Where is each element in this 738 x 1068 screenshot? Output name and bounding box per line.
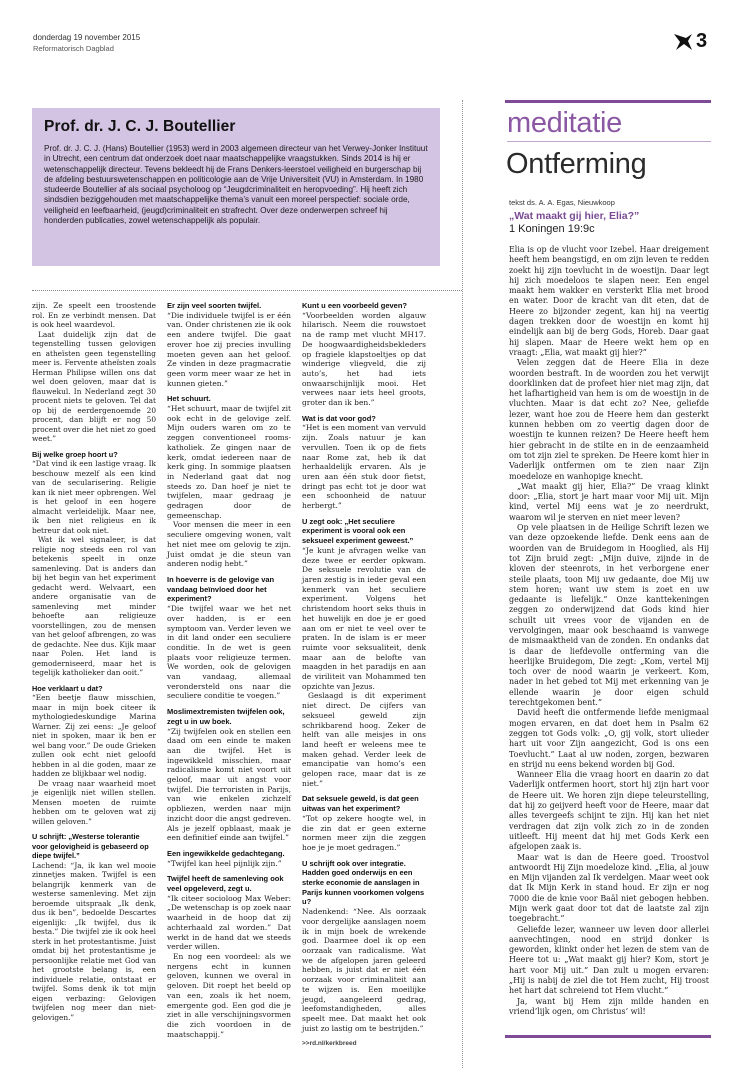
meditation-title: Ontferming [506, 148, 647, 180]
article-column-1 [32, 301, 156, 1022]
article-paragraph: Voor mensen die meer in een seculiere omgeving wonen, valt het niet mee om gelovig te zijn. Juist omdat je die steun van anderen nodig hebt.” [167, 520, 291, 569]
article-paragraph: Laat duidelijk zijn dat de tegenstelling tussen gelovigen en atheïsten geen tegenstelling meer is. Fervente atheïsten zoals Herman Philipse willen ons dat wel doen geloven, maar dat is flauwekul. In Nederland zegt 30 procent niets te geloven. Tel dat op bij de eerdergenoemde 20 procent, dan blijft er nog 50 procent over die het niet zo goed weet.” [32, 329, 156, 443]
meditation-reference: 1 Koningen 19:9c [509, 223, 595, 235]
header-paper-name: Reformatorisch Dagblad [33, 44, 114, 53]
question-heading: Wat is dat voor god? [302, 413, 376, 423]
article-paragraph: De vraag naar waarheid moet je eigenlijk niet willen stellen. Mensen moeten de ruimte hebben om te geloven wat zij willen geloven.” [32, 778, 156, 826]
article-paragraph: “Dat vind ik een lastige vraag. Ik beschouw mezelf als een kind van de secularisering. Religie kan ik niet meer opbrengen. Wel is het geloof in een hogere almacht verleidelijk. Maar nee, ik ben niet religieus en ik betreur dat ook niet. [32, 459, 156, 535]
article-column-3 [302, 301, 426, 1049]
article-paragraph: zijn. Ze speelt een troostende rol. En ze verbindt mensen. Dat is ook heel waardevol. [32, 301, 156, 329]
question-heading: Hoe verklaart u dat? [32, 683, 103, 693]
article-paragraph: Lachend: “Ja, ik kan wel mooie zinnetjes maken. Twijfel is een belangrijk kenmerk van de westerse samenleving. Met zijn beroemde uitspraak „Ik denk, dus ik ben”, bedoelde Descartes eigenlijk: „Ik twijfel, dus ik besta.” Die twijfel zie ik ook heel sterk in het protestantisme. Juist omdat bij het protestantisme je persoonlijke relatie met God van het grootste belang is, een individuele relatie, ontstaat er twijfel. Soms denk ik tot mijn eigen verbazing: Gelovigen twijfelen nog meer dan niet-gelovigen.” [32, 860, 156, 1022]
article-paragraph: “Ik citeer socioloog Max Weber: „De wetenschap is op zoek naar waarheid in de hoop dat zij achterhaald zal worden.” Dat werkt in de hand dat we steeds verder willen. [167, 893, 291, 952]
meditation-bottom-rule [505, 1035, 711, 1038]
article-paragraph: “Het schuurt, maar de twijfel zit ook echt in de gelovige zelf. Mijn ouders waren om zo te zeggen conventioneel rooms-katholiek. Ze gingen naar de kerk, omdat iedereen naar de kerk ging. In sommige plaatsen in Nederland gaat dat nog steeds zo. Dan hoef je niet te twijfelen, maar gedraag je gedragen door de gemeenschap. [167, 404, 291, 520]
meditation-paragraph: Elia is op de vlucht voor Izebel. Haar dreigement heeft hem beangstigd, en om zijn leven te redden zoekt hij zijn toevlucht in de woestijn. Daar legt hij zich moedeloos te slapen neer. Een engel maakt hem wakker en versterkt Elia met brood en water. Door de kracht van dit eten, dat de Heere zo bijzonder zegent, kan hij na veertig dagen trekken door de woestijn en komt hij eindelijk aan bij de berg Gods, Horeb. Daar gaat hij slapen. Maar de Heere wekt hem op en vraagt: „Elia, wat maakt gij hier?” [509, 245, 709, 357]
question-heading: In hoeverre is de gelovige van vandaag beïnvloed door het experiment? [167, 574, 275, 604]
article-paragraph: “Zij twijfelen ook en stellen een daad om een einde te maken aan die twijfel. Het is ingewikkeld misschien, maar radicalisme komt niet voort uit geloof, maar uit angst voor twijfel. Die terroristen in Parijs, van wie enkelen zichzelf opbliezen, werden naar mijn inzicht door die angst gedreven. Als je jezelf opblaast, maak je een definitief einde aan twijfel.” [167, 726, 291, 843]
meditation-paragraph: Velen zeggen dat de Heere Elia in deze woorden bestraft. In de woorden zou het verwijt doorklinken dat de profeet hier niet mag zijn, dat het lafhartigheid van hem is om de woestijn in de vluchten. Maar is dat echt zo? Nee, geliefde lezer, want hoe zou de Heere hem dan gesterkt kunnen hebben om zo veertig dagen door de woestijn te kunnen reizen? De Heere heeft hem hier gebracht in de stilte en in de eenzaamheid om tot zijn ziel te spreken. De Heere komt hier in Vaderlijk ontfermen om te zien naar Zijn moedeloze en wanhopige knecht. [509, 358, 709, 481]
rd-arrow-logo-icon [673, 33, 693, 51]
article-paragraph: “Twijfel kan heel pijnlijk zijn.” [167, 858, 282, 868]
question-heading: Er zijn veel soorten twijfel. [167, 301, 262, 310]
page-number: 3 [696, 30, 708, 52]
meditation-paragraph: „Wat maakt gij hier, Elia?” De vraag klinkt door: „Elia, stort je hart maar voor Mij uit. Mijn kind, vertel Mij eens wat je zo neerdrukt, waarom wil je sterven en niet meer leven? [509, 481, 709, 522]
article-footnote-link[interactable]: >>rd.nl/kerkbreed [302, 1040, 357, 1048]
meditation-paragraph: Op vele plaatsen in de Heilige Schrift lezen we van deze opzoekende liefde. Denk eens aan de woorden van de Bruidegom in Hooglied, als Hij tot Zijn bruid zegt: „Mijn duive, zijnde in de kloven der steenrots, in het verborgene ener steile plaats, toon Mij uw gedaante, doe Mij uw stem horen; want uw stem is zoet en uw gedaante is liefelijk.” Onze kanttekeningen zeggen zo onderwijzend dat Gods kind hier schuilt uit vrees voor de vijanden en de vervolgingen, maar ook beschaamd is vanwege de mismaaktheid van de zonden. En ondanks dat is daar de liefdevolle ontferming van die heerlijke Bruidegom, Die zegt: „Kom, vertel Mij toch over de nood waarin je verkeert. Kom, nader in het gebed tot Mij met erkenning van je ellende waarin je door eigen schuld terechtgekomen bent.” [509, 523, 709, 708]
meditation-paragraph: David heeft die ontfermende liefde menigmaal mogen ervaren, en dat doet hem in Psalm 62 zeggen tot Gods volk: „O, gij volk, stort ulieder hart uit voor Zijn aangezicht, God is ons een Toevlucht.” Laat al uw noden, zorgen, bezwaren en strijd nu eens bekend worden bij God. [509, 708, 709, 769]
article-paragraph: “Tot op zekere hoogte wel, in die zin dat er geen externe normen meer zijn die zeggen hoe je je moet gedragen.” [302, 813, 426, 852]
header-date: donderdag 19 november 2015 [33, 33, 141, 42]
page-header [33, 30, 713, 63]
meditation-label: meditatie [507, 107, 622, 139]
article-paragraph: Geslaagd is dit experiment niet direct. De cijfers van seksueel geweld zijn schrikbarend hoog. Zeker de helft van alle meisjes in ons land heeft er weleens mee te maken gehad. Verder leek de emancipatie van homo’s een gelopen race, maar dat is ze niet.” [302, 691, 426, 788]
question-heading: U schrijft: „Westerse tolerantie voor gelovigheid is gebaseerd op diepe twijfel.” [32, 832, 149, 860]
article-paragraph: Nadenkend: “Nee. Als oorzaak voor dergelijke aanslagen noem ik in mijn boek de wrekende god. Daarmee doel ik op een oorzaak van radicalisme. Wat we de afgelopen jaren geleerd hebben, is juist dat er niet één oorzaak voor criminaliteit aan te wijzen is. Een moeilijke jeugd, aangeleerd gedrag, leefomstandigheden, alles speelt mee. Dat maakt het ook juist zo lastig om te bestrijden.” [302, 907, 426, 1033]
article-paragraph: “Een beetje flauw misschien, maar in mijn boek citeer ik mythologiedeskundige Marina Warner. Zij zei eens: „Je geloof niet in spoken, maar ik ben er wel bang voor.” De oude Grieken zullen ook echt niet geloofd hebben in al die goden, maar ze hadden ze blijkbaar wel nodig. [32, 693, 156, 778]
bio-title: Prof. dr. J. C. J. Boutellier [44, 118, 236, 135]
article-paragraph: En nog een voordeel: als we nergens echt in kunnen geloven, kunnen we overal in geloven. Dit roept het beeld op van een, zoals ik het noem, emergente god. Een god die je ziet in alle verschijningsvormen die zich voordoen in de maatschappij.” [167, 952, 291, 1039]
article-column-2 [167, 301, 291, 1039]
bio-text: Prof. dr. J. C. J. (Hans) Boutellier (1953) werd in 2003 algemeen directeur van het Verwey-Jonker Instituut in Utrecht, een centrum dat onderzoek doet naar maatschappelijke vraagstukken. Sinds 2014 is hij er wetenschappelijk directeur. Tevens bekleedt hij de Frans Denkers-leerstoel veiligheid en burgerschap bij de afdeling bestuurswetenschappen en politicologie aan de Vrije Universiteit (VU) in Amsterdam. In 1980 studeerde Boutellier af als sociaal psycholoog op “Jeugdcriminaliteit en heropvoeding”. Hij heeft zich sindsdien beziggehouden met maatschappelijke thema’s vanuit een moreel perspectief: sociale orde, veiligheid en leefbaarheid, (jeugd)criminaliteit en strafrecht. Over deze onderwerpen schreef hij honderden publicaties, zowel wetenschappelijk als populair. [44, 144, 428, 226]
question-heading: Een ingewikkelde gedachtegang. [167, 848, 285, 858]
meditation-thin-rule [507, 141, 711, 142]
article-paragraph: Wat ik wel signaleer, is dat religie nog steeds een rol van betekenis speelt in onze samenleving. Dat is anders dan bij het begin van het experiment gedacht werd. Welvaart, een andere organisatie van de samenleving met minder behoefte aan religieuze voorstellingen, zou de mensen van het geloof afbrengen, zo was de gedachte. Nee dus. Kijk maar naar Polen. Het land is gemoderniseerd, maar het is tegelijk katholieker dan ooit.” [32, 535, 156, 677]
meditation-top-rule [505, 100, 711, 103]
article-paragraph: “Je kunt je afvragen welke van deze twee er eerder opkwam. De seksuele revolutie van de jaren zestig is in ieder geval een kenmerk van het seculiere experiment. Volgens het christendom hoort seks thuis in het huwelijk en doe je er goed aan om er niet te veel over te praten. In de islam is er meer ruimte voor seksualiteit, denk maar aan de belofte van maagden in het paradijs en aan de viriliteit van Mohammed ten opzichte van Jezus. [302, 545, 426, 691]
question-heading: U schrijft ook over integratie. Hadden goed onderwijs en een sterke economie de aanslagen in Parijs kunnen voorkomen volgens u? [302, 858, 425, 907]
article-paragraph: “Voorbeelden worden algauw hilarisch. Neem die rouwstoet na de ramp met vlucht MH17. De hoogwaardigheidsbekleders op fragiele klapstoeltjes op dat winderige vliegveld, die zij auto’s, het had iets onwaarschijnlijk mooi. Het verwees naar iets heel groots, groter dan ik ben.” [302, 310, 426, 408]
question-heading: Dat seksuele geweld, is dat geen uitwas van het experiment? [302, 794, 419, 814]
meditation-verse: „Wat maakt gij hier, Elia?” [509, 210, 640, 222]
question-heading: U zegt ook: „Het seculiere experiment is vooral ook een seksueel experiment geweest.” [302, 516, 414, 546]
meditation-paragraph: Geliefde lezer, wanneer uw leven door allerlei aanvechtingen, nood en strijd donker is geworden, klinkt onder het lezen de stem van de Heere tot u: „Wat maakt gij hier? Kom, stort je hart voor Mij uit.” Dan zult u mogen ervaren: „Hij is nabij de ziel die tot Hem zucht, Hij troost het hart dat schreiend tot Hem vlucht.” [509, 924, 709, 996]
meditation-author: tekst ds. A. A. Egas, Nieuwkoop [509, 198, 615, 207]
article-paragraph: “Het is een moment van vervuld zijn. Zoals natuur je kan vervullen. Toen ik op de fiets naar Rome zat, heb ik dat herhaaldelijk ervaren. Als je uren aan één stuk door fietst, dringt pas echt tot je door wat een schoonheid de natuur herbergt.” [302, 423, 426, 511]
meditation-paragraph: Maar wat is dan de Heere goed. Troostvol antwoordt Hij Zijn moedeloze kind. „Elia, al jouw en Mijn vijanden zal Ik verdelgen. Maar weet ook dat Ik Mijn Kerk in stand houd. Er zijn er nog 7000 die de knie voor Baäl niet gebogen hebben. Mijn werk gaat door tot dat de laatste zal zijn toegebracht.” [509, 852, 709, 924]
question-heading: Bij welke groep hoort u? [32, 449, 118, 459]
question-heading: Het schuurt. [167, 394, 211, 404]
dotted-divider [32, 290, 462, 291]
column-separator [462, 100, 463, 1068]
article-paragraph: “Die individuele twijfel is er één van. Onder christenen zie ik ook een andere twijfel. Die gaat erover hoe zij precies invulling moeten geven aan het geloof. Ze vinden in deze pragmacratie geen vorm meer waar ze het in kunnen gieten.” [167, 310, 291, 388]
question-heading: Twijfel heeft de samenleving ook veel opgeleverd, zegt u. [167, 874, 284, 894]
question-heading: Kunt u een voorbeeld geven? [302, 301, 408, 310]
meditation-paragraph: Ja, want bij Hem zijn milde handen en vriend’lijk ogen, om Christus’ wil! [509, 996, 709, 1016]
bio-box [32, 108, 440, 266]
meditation-paragraph: Wanneer Elia die vraag hoort en daarin zo dat Vaderlijk ontfermen hoort, stort hij zijn hart voor de Heere uit. We horen zijn diepe teleurstelling, dat hij zo geijverd heeft voor de Heere, maar dat alles tevergeefs schijnt te zijn. Hij kan het niet verdragen dat zijn volk zich zo in de zonden uitleeft. Hij meent dat hij met Gods Kerk een afgelopen zaak is. [509, 770, 709, 852]
article-paragraph: “Die twijfel waar we het net over hadden, is er een symptoom van. Verder leven we in dit land onder een seculiere conditie. In de wet is geen plaats voor religieuze termen. We worden, ook de gelovigen van vandaag, allemaal verondersteld ons naar die seculiere conditie te voegen.” [167, 604, 291, 701]
meditation-body [509, 245, 709, 1017]
question-heading: Moslimextremisten twijfelen ook, zegt u in uw boek. [167, 707, 285, 726]
